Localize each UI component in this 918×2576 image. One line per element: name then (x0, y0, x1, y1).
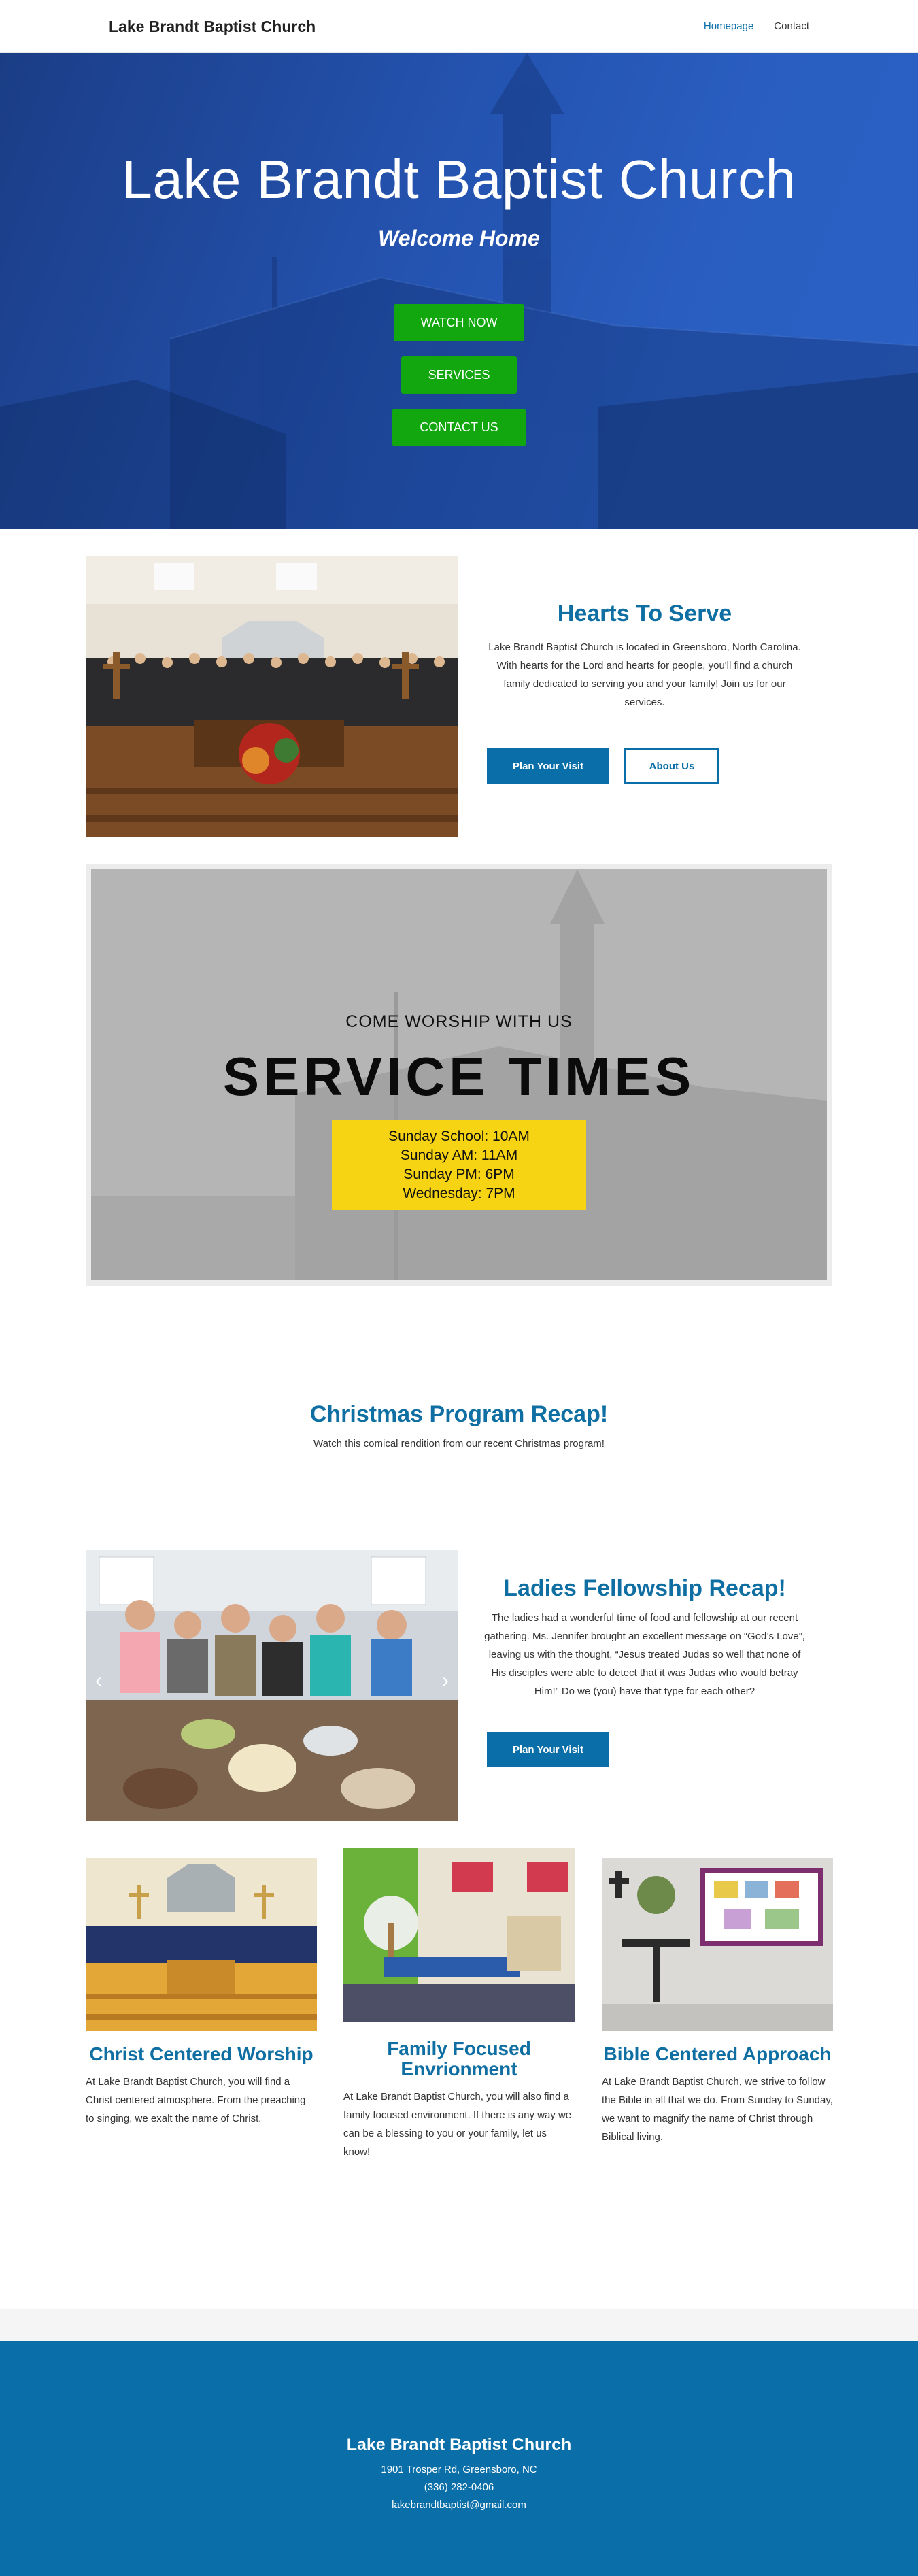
hearts-section (0, 529, 918, 831)
hearts-buttons (484, 748, 805, 784)
service-time-item: Sunday AM: 11AM (400, 1148, 518, 1163)
plan-your-visit-button[interactable]: Plan Your Visit (487, 748, 609, 784)
service-time-item: Sunday PM: 6PM (403, 1167, 515, 1182)
hero-section (0, 53, 918, 529)
ladies-slider[interactable] (86, 1550, 458, 1821)
feature-bible (602, 1858, 833, 2146)
service-times-section (86, 864, 832, 1286)
ladies-photo (86, 1550, 458, 1821)
hero-title: Lake Brandt Baptist Church (122, 149, 796, 210)
nav-homepage[interactable]: Homepage (703, 20, 754, 32)
hearts-text: Lake Brandt Baptist Church is located in Greensboro, North Carolina. With hearts for the Lord and hearts for people, you'll find a church family dedicated to serving you and your family! Join us for our services. (488, 641, 801, 708)
service-kicker: COME WORSHIP WITH US (345, 1012, 573, 1031)
service-times-content (91, 1012, 827, 1210)
contact-us-button[interactable]: CONTACT US (392, 409, 526, 446)
footer-email[interactable]: lakebrandtbaptist@gmail.com (392, 2499, 526, 2511)
hearts-content (484, 601, 805, 784)
christmas-section (0, 1401, 918, 1453)
feature-title: Bible Centered Approach (603, 2043, 832, 2064)
christmas-text: Watch this comical rendition from our recent Christmas program! (313, 1438, 605, 1450)
service-time-item: Sunday School: 10AM (388, 1128, 530, 1144)
service-times-title: SERVICE TIMES (222, 1046, 696, 1107)
feature-title: Family Focused Envrionment (387, 2038, 531, 2079)
service-times-banner (91, 869, 827, 1280)
ladies-content (484, 1575, 805, 1767)
hero-buttons (0, 304, 918, 446)
site-title[interactable]: Lake Brandt Baptist Church (109, 18, 316, 35)
christmas-title: Christmas Program Recap! (309, 1401, 609, 1427)
hero-content (0, 148, 918, 446)
choir-photo (86, 556, 458, 837)
sanctuary-photo (86, 1858, 317, 2031)
feature-text: At Lake Brandt Baptist Church, you will find a Christ centered atmosphere. From the preaching to singing, we exalt the name of Christ. (86, 2076, 306, 2124)
feature-family (343, 1848, 575, 2161)
ladies-buttons (484, 1732, 805, 1767)
chevron-left-icon[interactable]: ‹ (95, 1669, 102, 1692)
about-us-button[interactable]: About Us (624, 748, 719, 784)
nav-contact[interactable]: Contact (774, 20, 809, 32)
feature-worship (86, 1858, 317, 2128)
service-time-item: Wednesday: 7PM (403, 1186, 515, 1201)
chevron-right-icon[interactable]: › (442, 1669, 449, 1692)
site-header (0, 0, 918, 53)
hero-subtitle: Welcome Home (378, 226, 540, 250)
watch-now-button[interactable]: WATCH NOW (394, 304, 524, 341)
main-nav (704, 20, 809, 32)
footer-divider (0, 2309, 918, 2341)
footer-phone[interactable]: (336) 282-0406 (424, 2481, 494, 2493)
plan-your-visit-button[interactable]: Plan Your Visit (487, 1732, 609, 1767)
site-footer (0, 2341, 918, 2576)
bulletin-board-photo (602, 1858, 833, 2031)
feature-text: At Lake Brandt Baptist Church, we strive to follow the Bible in all that we do. From Sunday to Sunday, we want to magnify the name of Christ through Biblical living. (602, 2076, 833, 2143)
hearts-title: Hearts To Serve (557, 601, 732, 626)
service-times-box (332, 1120, 586, 1210)
feature-text: At Lake Brandt Baptist Church, you will also find a family focused environment. If there is any way we can be a blessing to you or your family, let us know! (343, 2091, 572, 2158)
footer-title: Lake Brandt Baptist Church (346, 2435, 572, 2454)
ladies-text: The ladies had a wonderful time of food and fellowship at our recent gathering. Ms. Jennifer brought an excellent message on “God’s Love”, leaving us with the thought, “Jesus treated Judas so well that none of His disciples were able to detect that it was Judas who would betray Him!” Do we (you) have that type for each other? (484, 1612, 805, 1697)
ladies-title: Ladies Fellowship Recap! (503, 1575, 786, 1601)
footer-address: 1901 Trosper Rd, Greensboro, NC (381, 2464, 537, 2475)
classroom-photo (343, 1848, 575, 2022)
feature-title: Christ Centered Worship (89, 2043, 313, 2064)
services-button[interactable]: SERVICES (401, 356, 517, 394)
